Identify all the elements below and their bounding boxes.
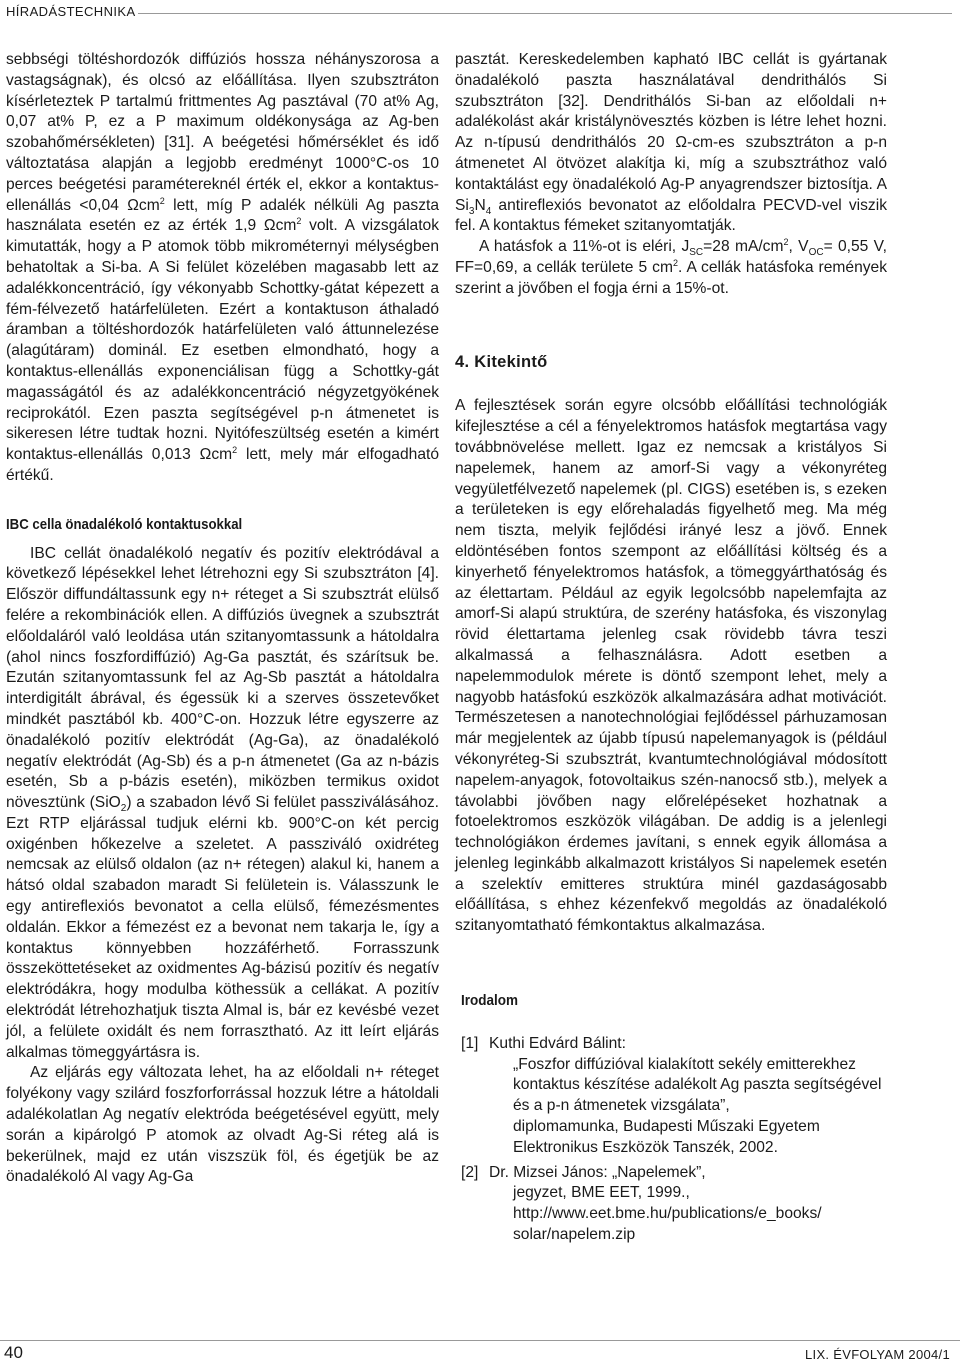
page-number: 40 xyxy=(4,1343,23,1362)
references-heading: Irodalom xyxy=(461,992,519,1010)
section-heading: 4. Kitekintő xyxy=(455,352,548,371)
paragraph-outlook: A fejlesztések során egyre olcsóbb előállítási technológiák kifejlesztése a cél a fényelektromos hatásfok megtartása vagy továbbnövelése mellett. Igaz ez nemcsak a kristályos Si napelemek, hanem az amorf-Si vagy a vékonyréteg vegyületfélvezető napelemek (pl. CIGS) esetében is, s ezeken a területeken is egy előrehaladás figyelhető meg. Ma még nem tiszta, melyik fejlődési irányé lesz a jövő. Ennek eldöntésében fontos szempont az előállítási költség és a kinyerhető fényelektromos hatásfok, a tömeggyárthatóság és az élettartam. Például az egyik legolcsóbb napelemfajta az amorf-Si alapú struktúra, de szerény hatásfoka, és viszonylag rövid élettartama jelenleg csak rövidebb távra teszi alkalmassá a felhasználásra. Adott esetben a napelemmodulok mérete is döntő szempont lehet, mely a nagyobb hatásfokú eszközök alkalmazására adhat motivációt. Természetesen a nanotechnológiai fejlődéssel párhuzamosan már megjelentek az újabb típusú napelemanyagok is (például vékonyréteg-Si szubsztrát, kvantumtechnológiával módosított napelem-anyagok, fotovoltaikus szén-nanocső stb.), melyek a távolabbi jövőben nagy előrelépéseket hozhatnak a fotoelektromos eszközök világában. De addig is a jelenlegi technológiákon érdemes javítani, s ennek egyik állomása a jelenleg leginkább alkalmazott kristályos Si napelemek esetén a szelektív emitteres struktúra minél gazdaságosabb előállítása, s ehhez kézenfekvő megoldás az önadalékoló szitanyomtatható fémkontaktus alkalmazása. xyxy=(455,397,887,935)
running-header xyxy=(0,0,960,26)
volume-label: LIX. ÉVFOLYAM 2004/1 xyxy=(805,1347,950,1362)
paragraph-efficiency: A hatásfok a 11%-ot is eléri, $J_{SC}=28$ $mA/cm^2$, $V_{OC}= 0,55$ V, FF=0,69, a cellák területe 5 $cm^2$. A cellák hatásfoka remények szerint a jövőben el fogja érni a 15%-ot. xyxy=(455,236,888,297)
header-rule xyxy=(138,13,952,14)
left-column xyxy=(6,50,439,1188)
paragraph-contact-resistance: sebbségi töltéshordozók diffúziós hossza néhányszorosa a vastagságnak), és olcsó az előállítása. Ilyen szubsztráton kísérleteztek P tartalmú frittmentes Ag pasztával (70 at% Ag, 0,07 at% P, ez a P maximum oldékonysága az Ag-ben szobahőmérsékleten) [31]. A beégetési hőmérséklet és idő változtatása alapján a legjobb eredményt 1000°C-os 10 perces beégetési paramétereknél érték el, ekkor a kontaktus-ellenállás <0,04 Ωcm$^2$ lett, míg P adalék nélküli Ag paszta használata esetén ez az érték 1,9 Ωcm$^2$ volt. A vizsgálatok kimutatták, hogy a P atomok több mikrométernyi mélységben behatoltak a Si-ba. A Si felület közelében magasabb lett az adalékkoncentráció, így vékonyabb Schottky-gátat képezett a fém-félvezető határfelületen. Ezért a kontaktuson áthaladó áramban a töltéshordozók határfelületen való áttunnelezése (alagútáram) dominál. Ez esetben elmondható, hogy a kontaktus-ellenállás exponenciálisan függ a Schottky-gát magasságától és az adalékkoncentráció négyzetgyökének reciprokától. Ezen paszta segítségével p-n átmenetet is sikeresen létre tudtak hozni. Nyitófeszültség esetén a kimért kontaktus-ellenállás 0,013 Ωcm$^2$ lett, mely már elfogadható értékű. xyxy=(6,51,440,484)
reference-item: [1] Kuthi Edvárd Bálint: „Foszfor diffúzióval kialakított sekély emitterekhez kontaktus készítése adalékolt Ag paszta segítségével és a p-n átmenetek vizsgálata”, diplomamunka, Budapesti Műszaki Egyetem Elektronikus Eszközök Tanszék, 2002. xyxy=(461,1034,882,1156)
paragraph-commercial-ibc: pasztát. Kereskedelemben kapható IBC cellát is gyártanak önadalékoló paszta használatával dendrithálós Si szubsztráton [32]. Dendrithálós Si-ban az előoldali n+ adalékolást akár kristálynövesztés közben is létre lehet hozni. Az n-típusú dendrithálós 20 Ω-cm-es szubsztráton a p-n átmenetet Al ötvözet alakítja ki, míg a szubsztráthoz való kontaktálást egy önadalékoló Ag-P anyagrendszer biztosítja. A $Si_3N_4$ antireflexiós bevonatot az előoldalra PECVD-vel viszik fel. A kontaktus fémeket szitanyomtatják. xyxy=(455,51,887,235)
right-column xyxy=(455,50,887,1246)
footer-rule xyxy=(0,1340,960,1341)
journal-name: HÍRADÁSTECHNIKA xyxy=(6,4,136,19)
paragraph-ibc-process: IBC cellát önadalékoló negatív és pozitív elektródával a következő lépésekkel lehet létrehozni egy Si szubsztráton [4]. Először diffundáltassunk egy n+ réteget a Si szubsztrát elülső felére a rekombinációk ellen. A diffúziós üvegnek a szubsztrát előoldaláról való leoldása után szitanyomtassunk a hátoldalra (ahol nincs foszfordiffúzió) Ag-Ga pasztát, és szárítsuk be. Ezután szitanyomtassunk fel az Ag-Sb pasztát a hátoldalra interdigitált ábrával, és égessük ki a szerves összetevőket mindkét pasztából kb. 400°C-on. Hozzuk létre egyszerre az önadalékoló pozitív elektródát (Ag-Ga), az önadalékoló negatív elektródát (Ag-Sb) és a p-n átmenetet (Ga az n-bázis esetén, Sb a p-bázis esetén), miközben termikus oxidot növesztünk (SiO$_2$) a szabadon lévő Si felület passziválásához. Ezt RTP eljárással tudjuk elérni kb. 900°C-on két percig oxigénben hőkezelve a szeletet. A passziváló oxidréteg nemcsak az elülső oldalon (az n+ rétegen) alakul ki, hanem a hátsó oldal szabadon maradt Si felületein is. Válasszunk le egy antireflexiós bevonatot a cella elülső, fémezésmentes oldalán. Ekkor a fémezést ez a bevonat nem takarja le, így a kontaktus könnyebben hozzáférhető. Forrasszunk összeköttetéseket az oxidmentes Ag-bázisú pozitív és negatív elektródákra, hogy modulba köthessük a cellákat. A pozitív elektródát létrehozhatjuk tiszta Almal is, bár ez kevésbé vezet jól, a felülete oxidált és nem forrasztható. Az itt leírt eljárás alkalmas tömeggyártásra is. xyxy=(6,544,439,1061)
reference-item: [2] Dr. Mizsei János: „Napelemek”, jegyzet, BME EET, 1999., http://www.eet.bme.hu/publications/e_books/ solar/napelem.zip xyxy=(461,1163,822,1244)
subsection-heading: IBC cella önadalékoló kontaktusokkal xyxy=(6,515,243,533)
paragraph-process-variant: Az eljárás egy változata lehet, ha az előoldali n+ réteget folyékony vagy szilárd foszforforrással hozzuk létre a hátoldali adalékolatlan Ag negatív elektróda beégetésével együtt, mely során a kipárolgó P atomok az olvadt Ag-Si réteg alá is bekerülnek, majd ez után viszszük föl, és égetjük be az önadalékoló Al vagy Ag-Ga xyxy=(6,1064,439,1186)
